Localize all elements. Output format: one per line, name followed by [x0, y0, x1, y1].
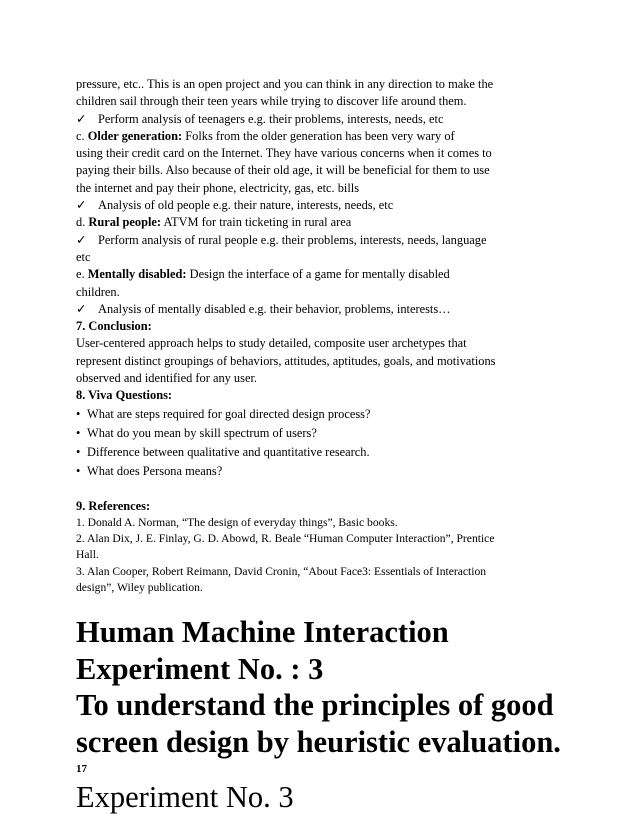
viva-question: • What are steps required for goal directed design process?	[76, 405, 578, 424]
conclusion-line: User-centered approach helps to study detailed, composite user archetypes that	[76, 336, 467, 351]
reference-line: 3. Alan Cooper, Robert Reimann, David Cronin, “About Face3: Essentials of Interaction	[76, 564, 487, 578]
heading-line: Human Machine Interaction	[76, 615, 449, 650]
checkmark-icon: ✓	[76, 111, 87, 126]
viva-question: • What do you mean by skill spectrum of users?	[76, 424, 578, 443]
check-item-rural: ✓ Perform analysis of rural people e.g. their problems, interests, needs, language	[76, 232, 578, 249]
references-section	[76, 498, 578, 596]
rural-people-paragraph: d. Rural people: ATVM for train ticketing in rural area	[76, 215, 352, 230]
page-number: 17	[76, 762, 87, 775]
experiment-subheading: Experiment No. 3	[76, 779, 294, 814]
bullet-icon: •	[76, 406, 81, 421]
mentally-disabled-line: children.	[76, 284, 120, 299]
bullet-icon: •	[76, 463, 81, 478]
intro-line: children sail through their teen years while trying to discover life around them.	[76, 94, 467, 109]
reference-line: design”, Wiley publication.	[76, 580, 203, 594]
older-generation-line: the internet and pay their phone, electricity, gas, etc. bills	[76, 180, 360, 195]
heading-line: Experiment No. : 3	[76, 651, 324, 686]
checkmark-icon: ✓	[76, 198, 87, 213]
older-generation-paragraph: c. Older generation: Folks from the older generation has been very wary of	[76, 128, 455, 143]
older-generation-line: using their credit card on the Internet. They have various concerns when it comes to	[76, 146, 492, 161]
bullet-icon: •	[76, 425, 81, 440]
bullet-icon: •	[76, 444, 81, 459]
mentally-disabled-label: Mentally disabled:	[87, 267, 187, 282]
viva-heading: 8. Viva Questions:	[76, 388, 173, 403]
viva-question: • What does Persona means?	[76, 462, 578, 481]
check-item-old: ✓ Analysis of old people e.g. their nature, interests, needs, etc	[76, 197, 578, 214]
heading-line: screen design by heuristic evaluation.	[76, 724, 561, 759]
check-item-rural-cont: etc	[76, 249, 91, 264]
check-item-disabled: ✓ Analysis of mentally disabled e.g. their behavior, problems, interests…	[76, 301, 578, 318]
older-generation-line: paying their bills. Also because of their old age, it will be beneficial for them to use	[76, 163, 490, 178]
check-item-teen: ✓ Perform analysis of teenagers e.g. their problems, interests, needs, etc	[76, 111, 578, 128]
experiment-heading	[76, 614, 578, 760]
reference-line: Hall.	[76, 548, 99, 562]
conclusion-line: represent distinct groupings of behaviors, attitudes, aptitudes, goals, and motivations	[76, 353, 496, 368]
reference-line: 2. Alan Dix, J. E. Finlay, G. D. Abowd, R. Beale “Human Computer Interaction”, Prentice	[76, 531, 495, 545]
references-heading: 9. References:	[76, 498, 151, 513]
heading-line: To understand the principles of good	[76, 688, 554, 723]
checkmark-icon: ✓	[76, 232, 87, 247]
viva-question: • Difference between qualitative and quantitative research.	[76, 443, 578, 462]
conclusion-heading: 7. Conclusion:	[76, 319, 152, 334]
conclusion-line: observed and identified for any user.	[76, 371, 257, 386]
reference-line: 1. Donald A. Norman, “The design of everyday things”, Basic books.	[76, 515, 398, 529]
body-text	[76, 76, 578, 481]
rural-people-label: Rural people:	[88, 215, 162, 230]
checkmark-icon: ✓	[76, 301, 87, 316]
mentally-disabled-paragraph: e. Mentally disabled: Design the interface of a game for mentally disabled	[76, 267, 450, 282]
older-generation-label: Older generation:	[87, 128, 183, 143]
intro-line: pressure, etc.. This is an open project and you can think in any direction to make the	[76, 77, 494, 91]
